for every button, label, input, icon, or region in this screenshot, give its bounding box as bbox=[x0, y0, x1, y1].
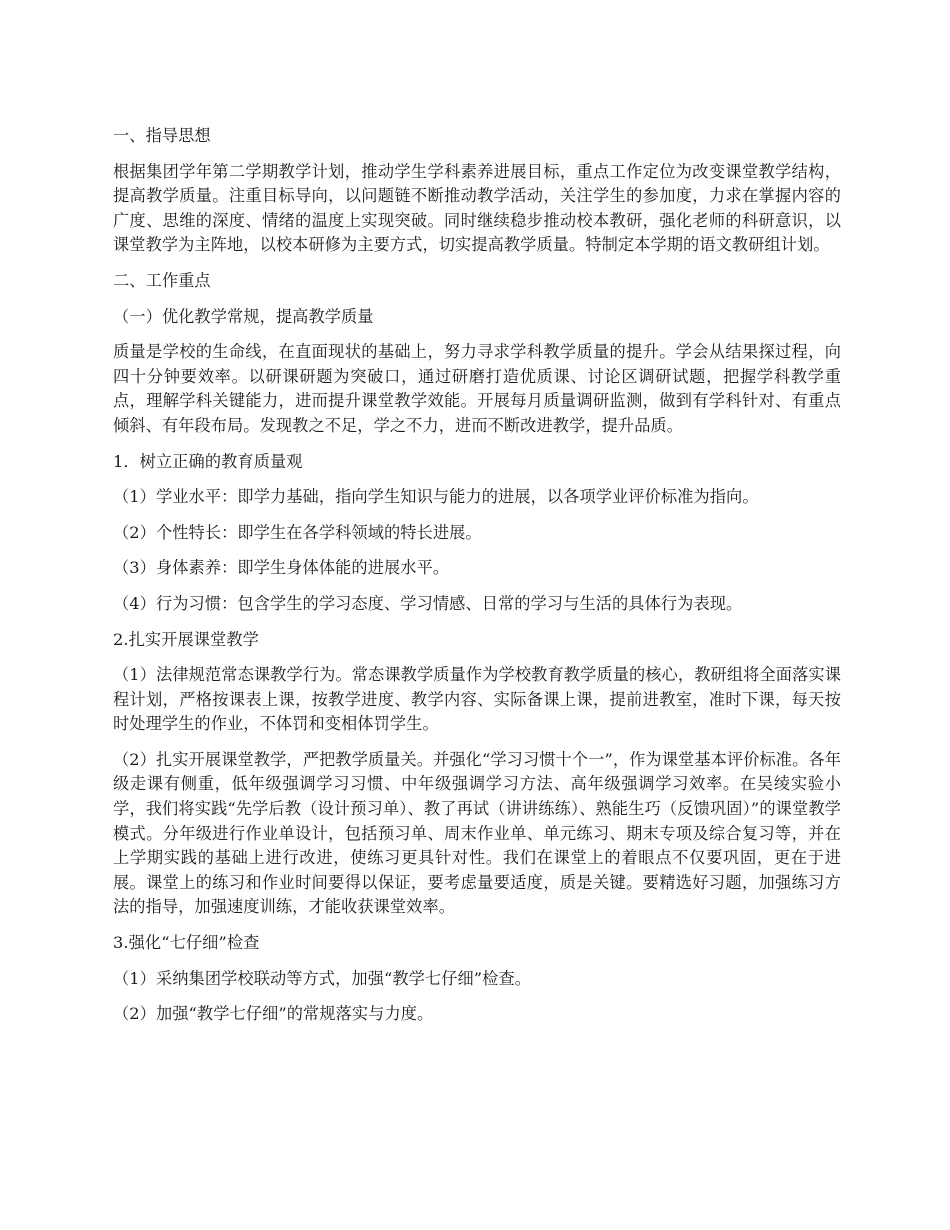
paragraph-regular-class-behavior: （1）法律规范常态课教学行为。常态课教学质量作为学校教育教学质量的核心，教研组将全面落实课程计划，严格按课表上课，按教学进度、教学内容、实际备课上课，提前进教室，准时下课，每天按时处理学生的作业，不体罚和变相体罚学生。 bbox=[113, 665, 841, 734]
list-item-personal-talent: （2）个性特长：即学生在各学科领域的特长进展。 bbox=[113, 522, 482, 542]
paragraph-quality-lifeline: 质量是学校的生命线，在直面现状的基础上，努力寻求学科教学质量的提升。学会从结果探过程，向四十分钟要效率。以研课研题为突破口，通过研磨打造优质课、讨论区调研试题，把握学科教学重点，理解学科关键能力，进而提升课堂教学效能。开展每月质量调研监测，做到有学科针对、有重点倾斜、有年段布局。发现教之不足，学之不力，进而不断改进教学，提升品质。 bbox=[113, 342, 841, 435]
list-item-behavior-habits: （4）行为习惯：包含学生的学习态度、学习情感、日常的学习与生活的具体行为表现。 bbox=[113, 593, 743, 613]
document-page bbox=[113, 124, 841, 1038]
item-heading-quality-view: 1．树立正确的教育质量观 bbox=[113, 451, 303, 471]
section-heading-work-focus: 二、工作重点 bbox=[113, 270, 211, 290]
section-heading-guiding-thought: 一、指导思想 bbox=[113, 126, 211, 145]
list-item-group-linkage: （1）采纳集团学校联动等方式，加强“教学七仔细”检查。 bbox=[113, 968, 532, 988]
list-item-physical-quality: （3）身体素养：即学生身体体能的进展水平。 bbox=[113, 558, 450, 578]
subsection-heading-optimize-teaching: （一）优化教学常规，提高教学质量 bbox=[113, 306, 374, 326]
list-item-academic-level: （1）学业水平：即学力基础，指向学生知识与能力的进展，以各项学业评价标准为指向。 bbox=[113, 487, 759, 507]
list-item-routine-implementation: （2）加强“教学七仔细”的常规落实与力度。 bbox=[113, 1004, 434, 1024]
paragraph-guiding-thought: 根据集团学年第二学期教学计划，推动学生学科素养进展目标，重点工作定位为改变课堂教学结构，提高教学质量。注重目标导向，以问题链不断推动教学活动，关注学生的参加度，力求在掌握内容的广度、思维的深度、情绪的温度上实现突破。同时继续稳步推动校本教研，强化老师的科研意识，以课堂教学为主阵地，以校本研修为主要方式，切实提高教学质量。特制定本学期的语文教研组计划。 bbox=[113, 161, 841, 255]
item-heading-seven-checks: 3.强化“七仔细”检查 bbox=[113, 933, 260, 953]
paragraph-classroom-quality: （2）扎实开展课堂教学，严把教学质量关。并强化“学习习惯十个一”，作为课堂基本评价标准。各年级走课有侧重，低年级强调学习习惯、中年级强调学习方法、高年级强调学习效率。在吴绫实验小学，我们将实践“先学后教（设计预习单）、教了再试（讲讲练练）、熟能生巧（反馈巩固）”的课堂教学模式。分年级进行作业单设计，包括预习单、周末作业单、单元练习、期末专项及综合复习等，并在上学期实践的基础上进行改进，使练习更具针对性。我们在课堂上的着眼点不仅要巩固，更在于进展。课堂上的练习和作业时间要得以保证，要考虑量要适度，质是关键。要精选好习题，加强练习方法的指导，加强速度训练，才能收获课堂效率。 bbox=[113, 749, 841, 917]
item-heading-classroom-teaching: 2.扎实开展课堂教学 bbox=[113, 629, 259, 649]
